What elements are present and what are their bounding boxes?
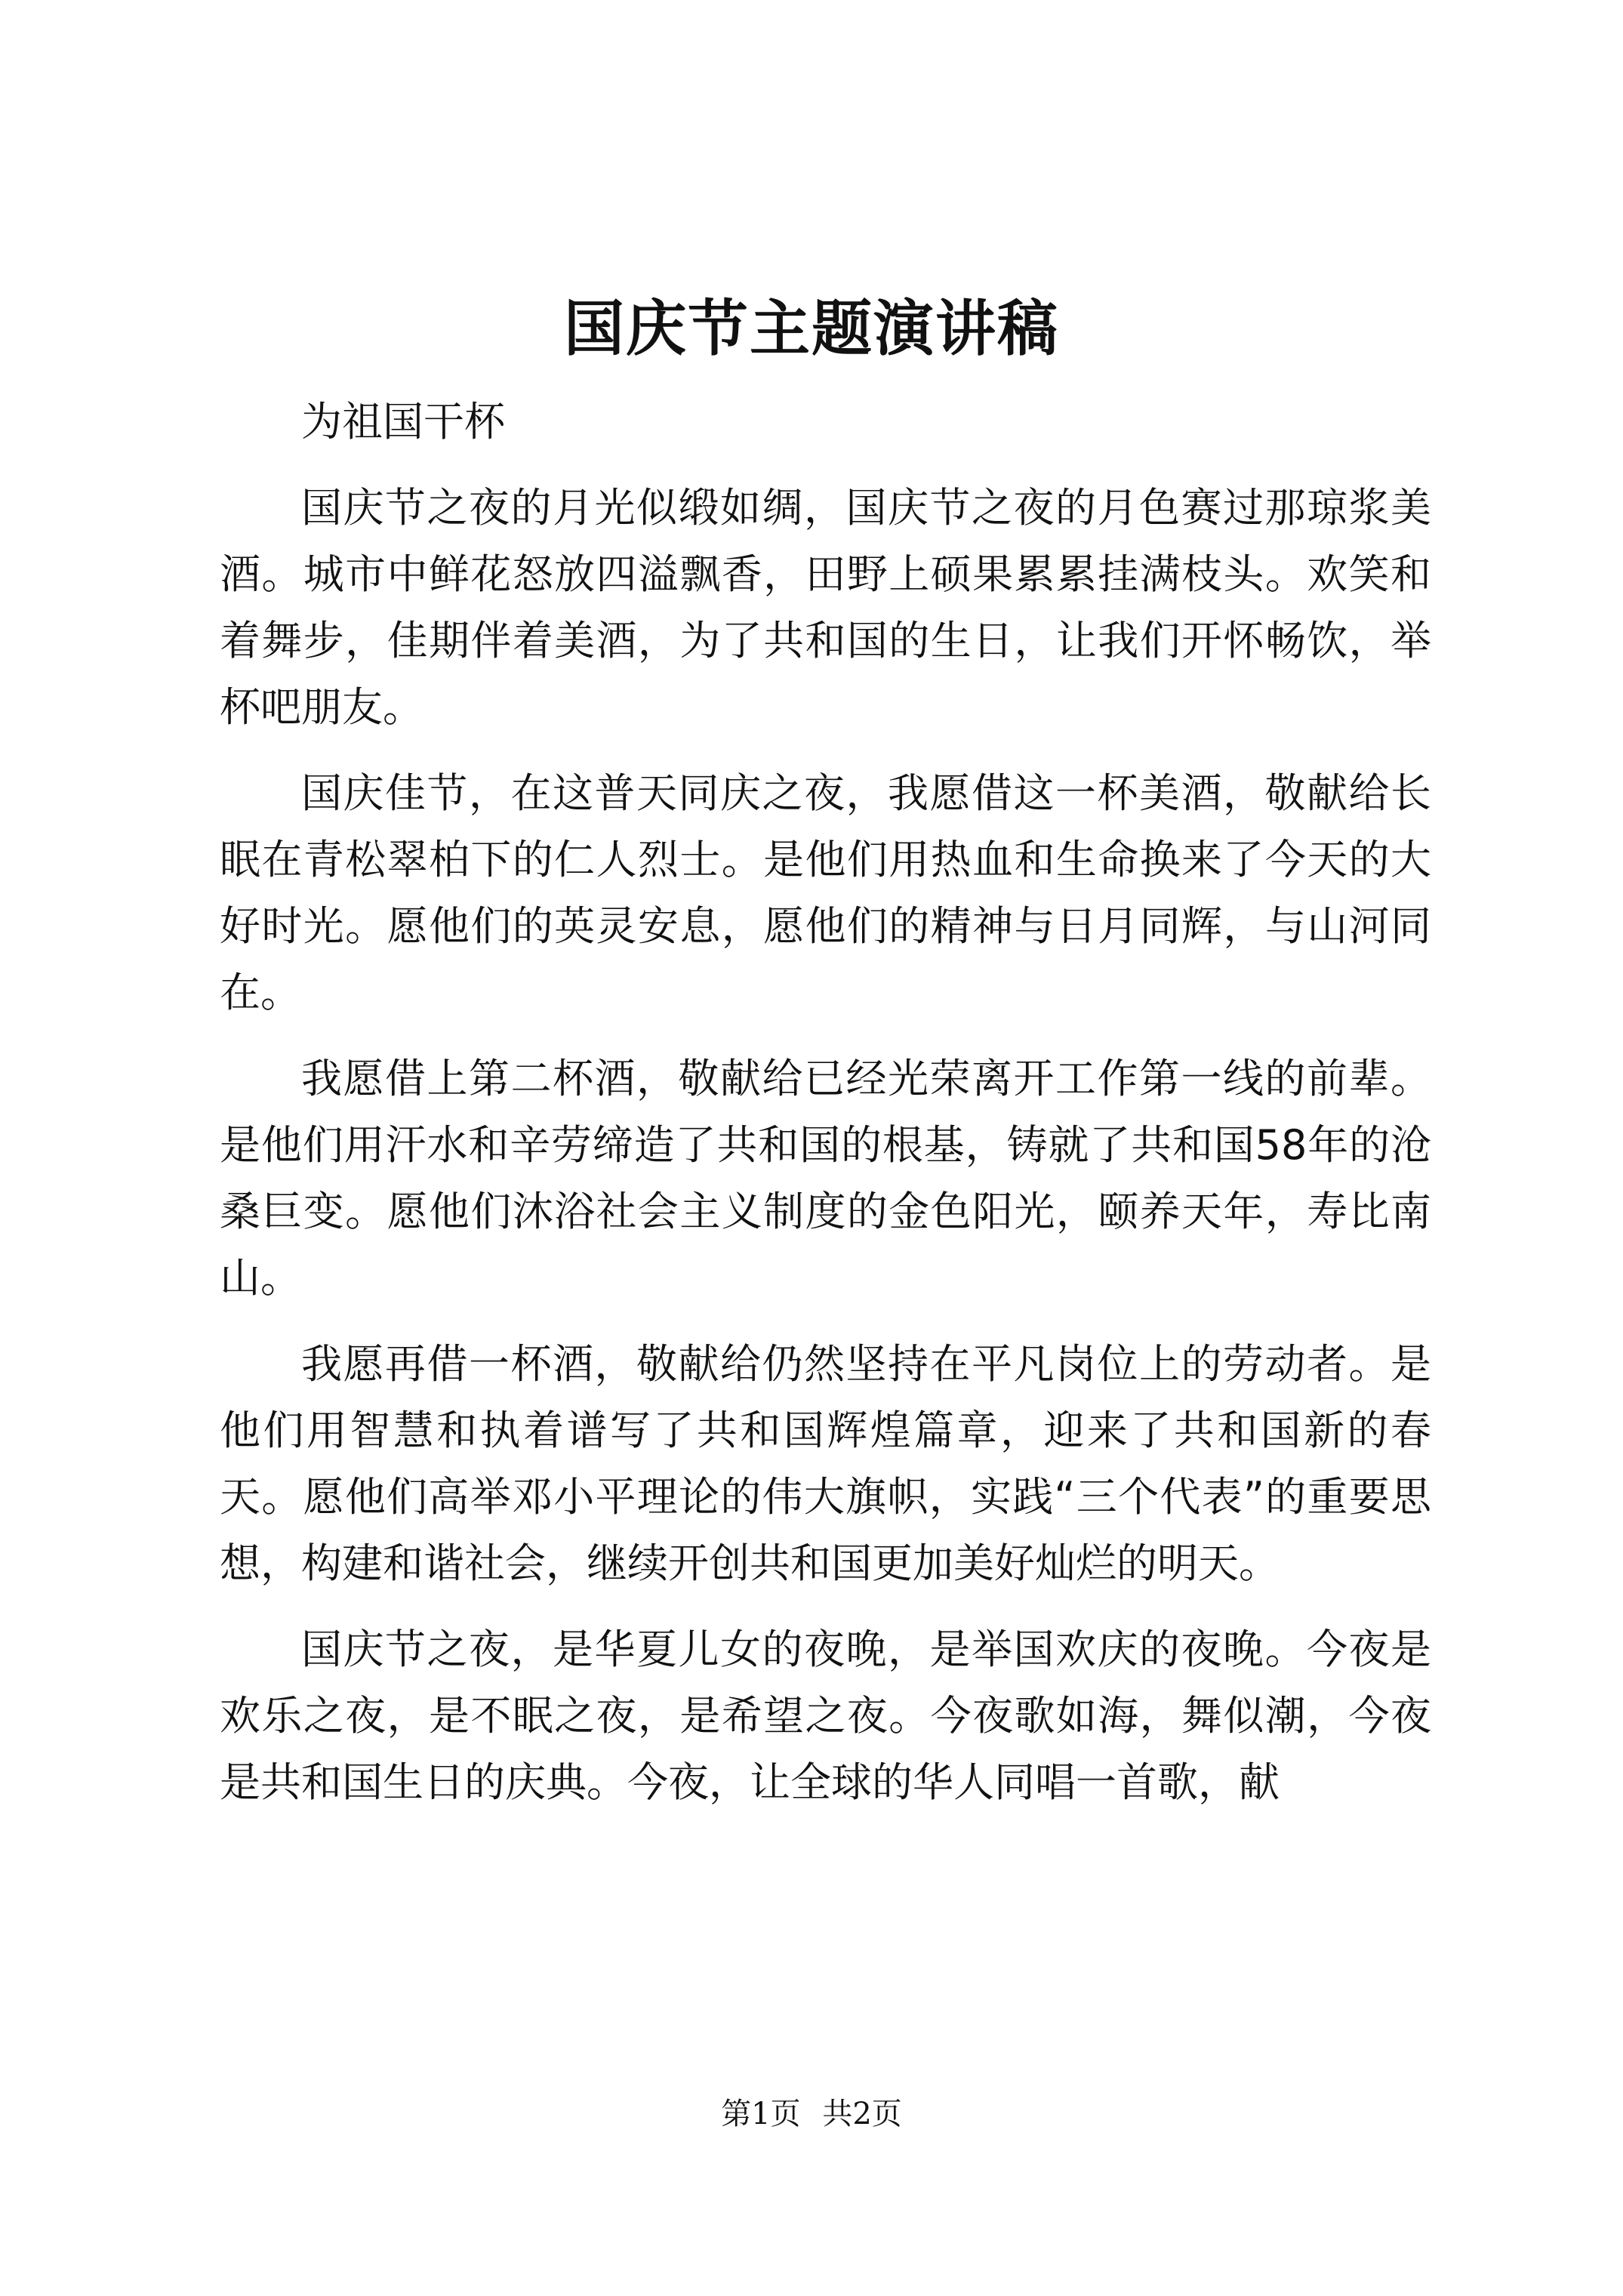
paragraph-2: 国庆佳节，在这普天同庆之夜，我愿借这一杯美酒，敬献给长眠在青松翠柏下的仁人烈士。是他们用热血和生命换来了今天的大好时光。愿他们的英灵安息，愿他们的精神与日月同辉，与山河同在。: [220, 769, 1431, 1016]
page-number-current: 第1页: [721, 2097, 801, 2131]
document-body: [220, 389, 1431, 1835]
page-footer: [0, 2091, 1623, 2137]
paragraph-3: 我愿借上第二杯酒，敬献给已经光荣离开工作第一线的前辈。是他们用汗水和辛劳缔造了共和国的根基，铸就了共和国58年的沧桑巨变。愿他们沐浴社会主义制度的金色阳光，颐养天年，寿比南山。: [220, 1055, 1431, 1302]
paragraph-1: 国庆节之夜的月光似缎如绸，国庆节之夜的月色赛过那琼浆美酒。城市中鲜花怒放四溢飘香，田野上硕果累累挂满枝头。欢笑和着舞步，佳期伴着美酒，为了共和国的生日，让我们开怀畅饮，举杯吧朋友。: [220, 484, 1431, 731]
page-number-total: 共2页: [822, 2097, 902, 2131]
document-subtitle: 为祖国干杯: [301, 398, 505, 445]
document-title: 国庆节主题演讲稿: [564, 293, 1059, 364]
paragraph-4: 我愿再借一杯酒，敬献给仍然坚持在平凡岗位上的劳动者。是他们用智慧和执着谱写了共和国辉煌篇章，迎来了共和国新的春天。愿他们高举邓小平理论的伟大旗帜，实践“三个代表”的重要思想，构建和谐社会，继续开创共和国更加美好灿烂的明天。: [220, 1340, 1431, 1587]
paragraph-5: 国庆节之夜，是华夏儿女的夜晚，是举国欢庆的夜晚。今夜是欢乐之夜，是不眠之夜，是希望之夜。今夜歌如海，舞似潮，今夜是共和国生日的庆典。今夜，让全球的华人同唱一首歌，献: [220, 1626, 1431, 1806]
